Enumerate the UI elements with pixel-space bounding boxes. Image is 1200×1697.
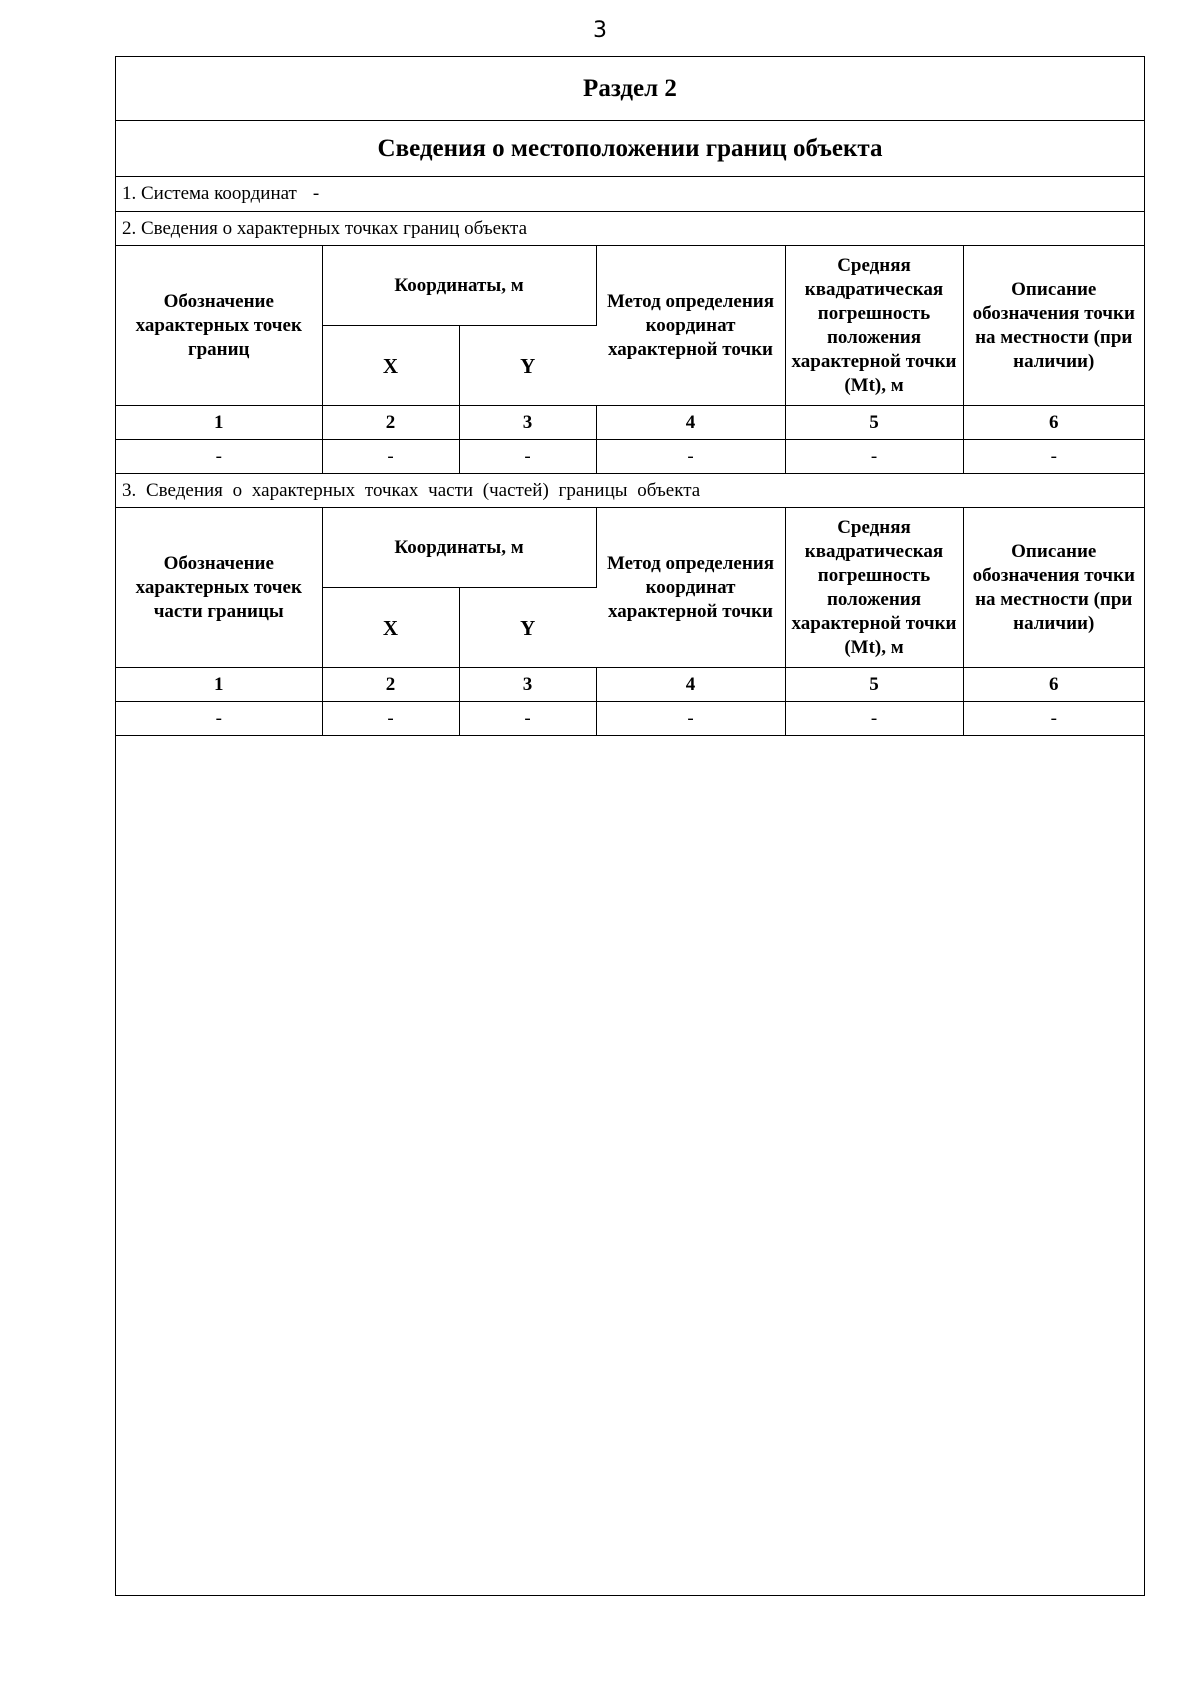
coordinate-system-label: 1. Система координат (122, 183, 297, 204)
table-cell: - (322, 702, 459, 736)
column-number: 2 (322, 668, 459, 702)
header-x: X (322, 588, 459, 668)
section-subtitle: Сведения о местоположении границ объекта (116, 121, 1144, 177)
coordinate-system-row (116, 177, 1144, 212)
column-numbers-row (116, 406, 1144, 440)
header-error: Средняя квадратическая погрешность положения характерной точки (Mt), м (785, 246, 963, 406)
header-description: Описание обозначения точки на местности (при наличии) (963, 508, 1144, 668)
page-number: 3 (593, 18, 607, 43)
header-y: Y (459, 326, 596, 406)
table-cell: - (459, 440, 596, 474)
table-cell: - (116, 440, 322, 474)
table-cell: - (459, 702, 596, 736)
table-row (116, 702, 1144, 736)
column-number: 5 (785, 668, 963, 702)
coordinate-system-value: - (312, 183, 320, 204)
column-number: 3 (459, 668, 596, 702)
table-row (116, 440, 1144, 474)
column-number: 3 (459, 406, 596, 440)
header-designation: Обозначение характерных точек части границы (116, 508, 322, 668)
header-description: Описание обозначения точки на местности (при наличии) (963, 246, 1144, 406)
table-cell: - (596, 440, 785, 474)
header-coordinates: Координаты, м (322, 508, 596, 588)
table-cell: - (322, 440, 459, 474)
boundary-part-points-table (116, 508, 1144, 736)
column-number: 1 (116, 668, 322, 702)
boundary-points-table (116, 246, 1144, 474)
column-number: 6 (963, 406, 1144, 440)
table2-caption: 3. Сведения о характерных точках части (частей) границы объекта (116, 474, 1144, 508)
column-number: 1 (116, 406, 322, 440)
column-number: 4 (596, 406, 785, 440)
table-cell: - (116, 702, 322, 736)
header-method: Метод определения координат характерной точки (596, 508, 785, 668)
table-cell: - (785, 702, 963, 736)
header-y: Y (459, 588, 596, 668)
document-frame (115, 56, 1145, 1596)
column-number: 6 (963, 668, 1144, 702)
header-error: Средняя квадратическая погрешность положения характерной точки (Mt), м (785, 508, 963, 668)
header-x: X (322, 326, 459, 406)
header-designation: Обозначение характерных точек границ (116, 246, 322, 406)
column-number: 2 (322, 406, 459, 440)
table-cell: - (963, 440, 1144, 474)
table1-caption: 2. Сведения о характерных точках границ объекта (116, 212, 1144, 246)
section-title: Раздел 2 (116, 57, 1144, 121)
header-coordinates: Координаты, м (322, 246, 596, 326)
table-cell: - (596, 702, 785, 736)
table-cell: - (963, 702, 1144, 736)
column-number: 5 (785, 406, 963, 440)
column-number: 4 (596, 668, 785, 702)
column-numbers-row (116, 668, 1144, 702)
table-cell: - (785, 440, 963, 474)
header-method: Метод определения координат характерной точки (596, 246, 785, 406)
